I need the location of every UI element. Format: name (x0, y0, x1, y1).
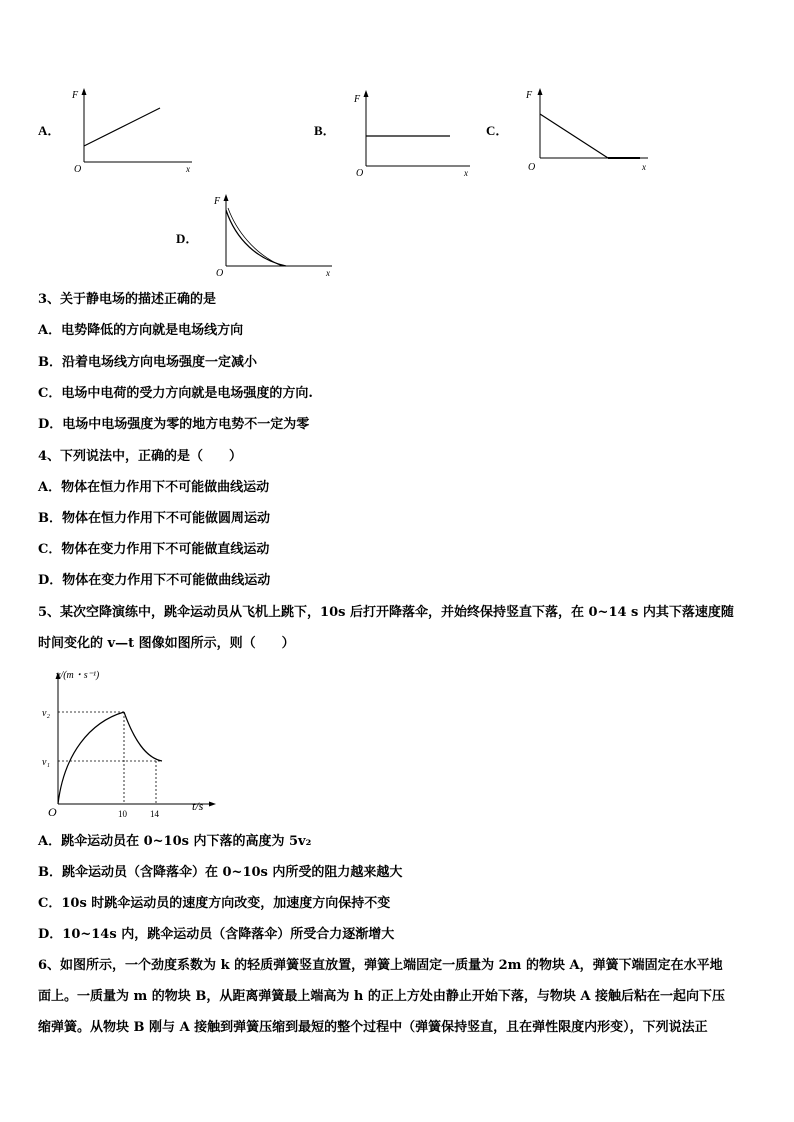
graph-c-y-arrow (538, 88, 543, 95)
graph-a-origin: O (74, 164, 82, 175)
question-4-option-b: B．物体在恒力作用下不可能做圆周运动 (38, 511, 270, 526)
question-5-option-c: C．10s 时跳伞运动员的速度方向改变，加速度方向保持不变 (38, 896, 391, 911)
graph-b-x-label: x (464, 168, 468, 178)
vt-graph (42, 664, 222, 822)
question-4-option-d: D．物体在变力作用下不可能做曲线运动 (38, 573, 271, 588)
question-3-option-d: D．电场中电场强度为零的地方电势不一定为零 (38, 417, 310, 432)
question-3-option-c: C．电场中电荷的受力方向就是电场强度的方向. (38, 386, 313, 401)
graph-d-y-arrow (224, 194, 229, 201)
graph-d-y-label: F (214, 196, 221, 207)
graph-c-x-label: x (642, 162, 646, 172)
question-6-line2: 面上。一质量为 m 的物块 B，从距离弹簧最上端高为 h 的正上方处由静止开始下落，与物块 A 接触后粘在一起向下压 (38, 989, 725, 1004)
question-3-stem: 3、关于静电场的描述正确的是 (38, 292, 217, 307)
graph-d-curve-shadow (228, 208, 282, 266)
option-c-label: C． (486, 123, 509, 138)
option-b-label: B． (314, 123, 336, 138)
question-5-option-a: A．跳伞运动员在 0~10s 内下落的高度为 5v₂ (38, 834, 312, 849)
question-4-stem: 4、下列说法中，正确的是（ ） (38, 449, 243, 464)
question-4-option-a: A．物体在恒力作用下不可能做曲线运动 (38, 480, 270, 495)
vt-origin: O (48, 805, 57, 819)
question-4-option-c: C．物体在变力作用下不可能做直线运动 (38, 542, 270, 557)
question-3-option-b: B．沿着电场线方向电场强度一定减小 (38, 355, 257, 370)
graph-d-curve (226, 210, 286, 266)
vt-curve-fall (124, 712, 162, 761)
vt-v2-label: v₂ (42, 708, 50, 719)
vt-v1-label: v₁ (42, 757, 50, 768)
question-5-stem-line1: 5、某次空降演练中，跳伞运动员从飞机上跳下，10s 后打开降落伞，并始终保持竖直下落，在 0~14 s 内其下落速度随 (38, 605, 734, 620)
graph-d (206, 190, 340, 278)
graph-c (516, 86, 656, 176)
vt-t14-label: 14 (150, 809, 159, 819)
graph-a-line (84, 108, 160, 146)
vt-y-label: v/(m・s⁻¹) (56, 670, 100, 681)
graph-b-y-arrow (364, 90, 369, 97)
graph-c-line (540, 114, 608, 158)
graph-d-origin: O (216, 268, 224, 278)
question-5-stem-line2: 时间变化的 v—t 图像如图所示，则（ ） (38, 636, 295, 651)
option-a-label: A． (38, 123, 61, 138)
vt-curve-rise (58, 712, 124, 804)
vt-x-arrow (209, 802, 216, 807)
vt-x-label: t/s (192, 799, 204, 813)
graph-c-origin: O (528, 162, 536, 173)
graph-a-y-label: F (72, 90, 79, 101)
graph-b (346, 86, 476, 178)
question-6-line3: 缩弹簧。从物块 B 刚与 A 接触到弹簧压缩到最短的整个过程中（弹簧保持竖直，且在弹性限度内形变），下列说法正 (38, 1020, 708, 1035)
graph-d-x-label: x (326, 268, 330, 278)
option-d-label: D． (176, 231, 199, 246)
question-6-line1: 6、如图所示，一个劲度系数为 k 的轻质弹簧竖直放置，弹簧上端固定一质量为 2m 的物块 A，弹簧下端固定在水平地 (38, 958, 723, 973)
graph-a-x-label: x (186, 164, 190, 174)
graph-a (68, 86, 198, 176)
question-5-option-d: D．10~14s 内，跳伞运动员（含降落伞）所受合力逐渐增大 (38, 927, 395, 942)
graph-b-y-label: F (354, 94, 361, 105)
question-5-option-b: B．跳伞运动员（含降落伞）在 0~10s 内所受的阻力越来越大 (38, 865, 403, 880)
graph-a-y-arrow (82, 88, 87, 95)
graph-c-y-label: F (526, 90, 533, 101)
graph-b-origin: O (356, 168, 364, 178)
vt-t10-label: 10 (118, 809, 127, 819)
question-3-option-a: A．电势降低的方向就是电场线方向 (38, 323, 244, 338)
